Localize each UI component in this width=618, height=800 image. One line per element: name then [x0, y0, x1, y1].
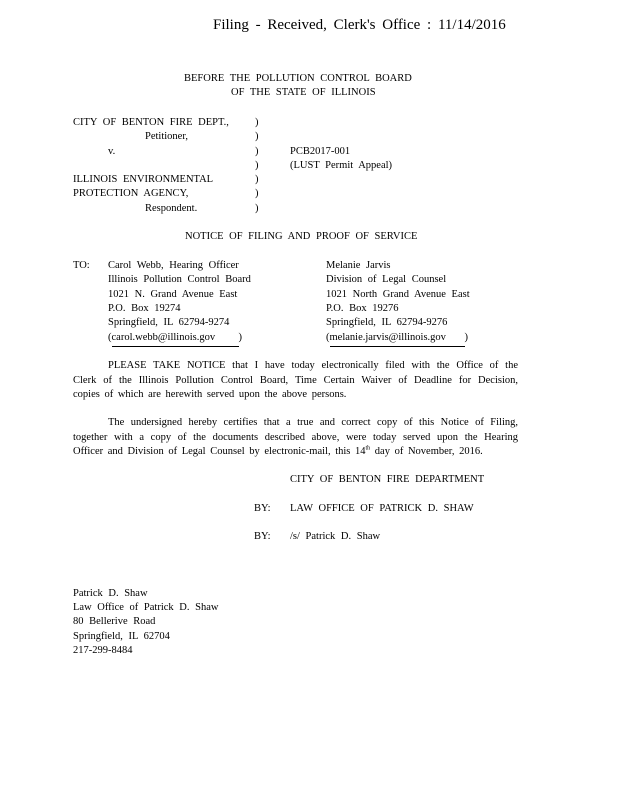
recipient2-name: Melanie Jarvis	[326, 260, 391, 271]
paren-close: )	[238, 332, 242, 343]
recipient2-email-link[interactable]: melanie.jarvis@illinois.gov	[329, 332, 446, 343]
case-number: PCB2017-001	[290, 146, 351, 157]
attorney-city: Springfield, IL 62704	[73, 631, 170, 642]
ordinal-suffix: th	[365, 445, 371, 452]
petitioner-role: Petitioner,	[145, 131, 189, 142]
caption-bracket: )	[255, 203, 259, 214]
attorney-name: Patrick D. Shaw	[73, 588, 148, 599]
certificate-date-text: day of November, 2016.	[370, 446, 483, 457]
signature-law-office: LAW OFFICE OF PATRICK D. SHAW	[290, 503, 474, 514]
caption-bracket: )	[255, 131, 259, 142]
recipient2-pobox: P.O. Box 19276	[326, 303, 399, 314]
signature-by-label: BY:	[254, 531, 271, 542]
certificate-text: The undersigned hereby certifies that a true and correct copy of this Notice of Filing, together with a copy of the documents described above, were today served upon the Hearing Officer and Division of Legal Counsel by electronic-mail, this 14	[73, 417, 518, 457]
paren-open: (	[326, 332, 330, 343]
recipient1-org: Illinois Pollution Control Board	[108, 274, 251, 285]
paren-open: (	[108, 332, 112, 343]
attorney-phone: 217-299-8484	[73, 645, 133, 656]
recipient1-email-line	[108, 331, 242, 347]
respondent-name-line1: ILLINOIS ENVIRONMENTAL	[73, 174, 214, 185]
respondent-role: Respondent.	[145, 203, 198, 214]
recipient2-city: Springfield, IL 62794-9276	[326, 317, 448, 328]
recipient1-name: Carol Webb, Hearing Officer	[108, 260, 239, 271]
recipient1-pobox: P.O. Box 19274	[108, 303, 181, 314]
notice-paragraph-text: PLEASE TAKE NOTICE that I have today electronically filed with the Office of the Clerk of the Illinois Pollution Control Board, Time Certain Waiver of Deadline for Decision, copies of which are herewith served upon the above persons.	[73, 360, 518, 400]
respondent-name-line2: PROTECTION AGENCY,	[73, 188, 189, 199]
recipient1-city: Springfield, IL 62794-9274	[108, 317, 230, 328]
recipient2-org: Division of Legal Counsel	[326, 274, 447, 285]
paren-close: )	[464, 332, 468, 343]
signature-name: /s/ Patrick D. Shaw	[290, 531, 381, 542]
notice-paragraph	[73, 359, 518, 403]
notice-title: NOTICE OF FILING AND PROOF OF SERVICE	[185, 231, 418, 242]
petitioner-name: CITY OF BENTON FIRE DEPT.,	[73, 117, 229, 128]
recipient1-email-link[interactable]: carol.webb@illinois.gov	[111, 332, 216, 343]
recipient2-street: 1021 North Grand Avenue East	[326, 289, 470, 300]
signature-by-label: BY:	[254, 503, 271, 514]
caption-bracket: )	[255, 146, 259, 157]
filing-header: Filing - Received, Clerk's Office : 11/14/2016	[213, 17, 506, 33]
caption-bracket: )	[255, 160, 259, 171]
certificate-paragraph	[73, 416, 518, 460]
caption-bracket: )	[255, 174, 259, 185]
board-title-line2: OF THE STATE OF ILLINOIS	[231, 87, 376, 98]
attorney-street: 80 Bellerive Road	[73, 616, 156, 627]
case-type: (LUST Permit Appeal)	[290, 160, 393, 171]
versus: v.	[108, 146, 116, 157]
recipient1-street: 1021 N. Grand Avenue East	[108, 289, 238, 300]
signature-party: CITY OF BENTON FIRE DEPARTMENT	[290, 474, 485, 485]
board-title-line1: BEFORE THE POLLUTION CONTROL BOARD	[184, 73, 412, 84]
attorney-firm: Law Office of Patrick D. Shaw	[73, 602, 219, 613]
caption-bracket: )	[255, 188, 259, 199]
to-label: TO:	[73, 260, 90, 271]
recipient2-email-line	[326, 331, 468, 347]
caption-bracket: )	[255, 117, 259, 128]
